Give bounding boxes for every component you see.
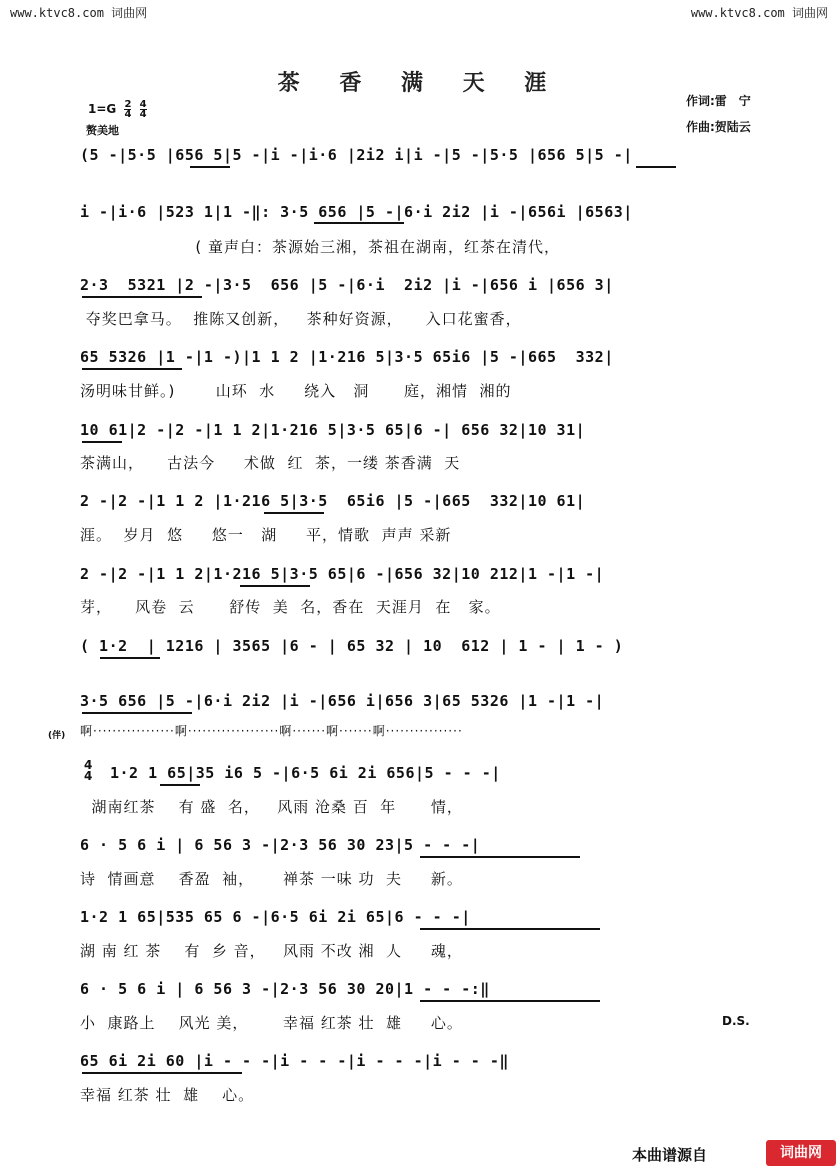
credits (686, 88, 751, 140)
lyrics-line-2: ( 童声白：茶源始三湘，茶祖在湖南，红茶在清代， (80, 238, 560, 256)
lyrics-line-14: 幸福 红茶 壮 雄 心。 (80, 1086, 255, 1104)
beam (636, 166, 676, 168)
composer: 作曲:贺陆云 (686, 120, 751, 134)
beam (100, 657, 160, 659)
lyrics-line-5: 茶满山， 古法今 术做 红 茶，一缕 茶香满 天 (80, 454, 461, 472)
beam (420, 856, 580, 858)
beam (82, 368, 182, 370)
lyrics-line-6: 涯。 岁月 悠 悠一 湖 平，情歌 声声 采新 (80, 526, 452, 544)
beam (160, 784, 200, 786)
watermark-right: www.ktvc8.com 词曲网 (690, 6, 828, 20)
beam (82, 712, 192, 714)
lyrics-line-4: 汤明味甘鲜。) 山环 水 绕入 洞 庭，湘情 湘的 (80, 382, 512, 400)
beam (420, 928, 600, 930)
beam (82, 296, 202, 298)
lyrics-line-12: 湖 南 红 茶 有 乡 音， 风雨 不改 湘 人 魂， (80, 942, 463, 960)
beam (314, 222, 404, 224)
singer: 赘美地 (86, 124, 119, 137)
notation-line-11: 6 · 5 6 i | 6 56 3 -|2·3 56 30 23|5 - - -| (80, 836, 481, 854)
beam (240, 585, 310, 587)
dal-segno-mark: D.S. (722, 1014, 750, 1028)
notation-line-10: 1·2 1 65|35 i6 5 -|6·5 6i 2i 656|5 - - -| (110, 764, 501, 782)
notation-line-13: 6 · 5 6 i | 6 56 3 -|2·3 56 30 20|1 - - -:‖ (80, 980, 490, 998)
site-logo: 词曲网 (766, 1140, 836, 1166)
notation-line-12: 1·2 1 65|535 65 6 -|6·5 6i 2i 65|6 - - -| (80, 908, 471, 926)
notation-line-6: 2 -|2 -|1 1 2 |1·216 5|3·5 65i6 |5 -|665 332|10 61| (80, 492, 586, 510)
meter-b: $\frac{4}{4}$ (139, 99, 147, 120)
watermark-left: www.ktvc8.com 词曲网 (10, 6, 148, 20)
beam (190, 166, 230, 168)
source-note: 本曲谱源自 (632, 1146, 708, 1164)
key-signature (88, 100, 147, 119)
lyrics-line-9: 啊·················啊···················啊·······啊·······啊················ (80, 724, 463, 738)
lyrics-line-11: 诗 情画意 香盈 袖， 禅茶 一味 功 夫 新。 (80, 870, 463, 888)
notation-line-2: i -|i·6 |523 1|1 -‖: 3·5 656 |5 -|6·i 2i2 |i -|656i |6563| (80, 203, 633, 221)
beam (82, 441, 122, 443)
lyrics-line-3: 夺奖巴拿马。 推陈又创新， 茶种好资源， 入口花蜜香， (80, 310, 522, 328)
notation-line-4: 65 5326 |1 -|1 -)|1 1 2 |1·216 5|3·5 65i6 |5 -|665 332| (80, 348, 614, 366)
notation-line-3: 2·3 5321 |2 -|3·5 656 |5 -|6·i 2i2 |i -|656 i |656 3| (80, 276, 614, 294)
notation-line-8: ( 1·2 | 1216 | 3565 |6 - | 65 32 | 10 612 | 1 - | 1 - ) (80, 637, 624, 655)
notation-line-14: 65 6i 2i 60 |i - - -|i - - -|i - - -|i - - -‖ (80, 1052, 509, 1070)
notation-line-5: 10 61|2 -|2 -|1 1 2|1·216 5|3·5 65|6 -| 656 32|10 31| (80, 421, 586, 439)
meter-four-four: 4 4 (84, 758, 93, 783)
lyrics-line-7: 芽， 风卷 云 舒传 美 名，香在 天涯月 在 家。 (80, 598, 501, 616)
lyrics-line-10: 湖南红茶 有 盛 名， 风雨 沧桑 百 年 情， (80, 798, 463, 816)
key-label: 1=G (88, 102, 117, 116)
notation-line-1: (5 -|5·5 |656 5|5 -|i -|i·6 |2i2 i|i -|5 -|5·5 |656 5|5 -| (80, 146, 633, 164)
beam (82, 1072, 242, 1074)
notation-line-7: 2 -|2 -|1 1 2|1·216 5|3·5 65|6 -|656 32|10 212|1 -|1 -| (80, 565, 605, 583)
lyrics-line-13: 小 康路上 风光 美， 幸福 红茶 壮 雄 心。 (80, 1014, 463, 1032)
part-label: (伴) (48, 731, 66, 741)
song-title: 茶 香 满 天 涯 (277, 70, 563, 96)
notation-line-9: 3·5 656 |5 -|6·i 2i2 |i -|656 i|656 3|65 5326 |1 -|1 -| (80, 692, 605, 710)
meter-a: $\frac{2}{4}$ (124, 99, 132, 120)
beam (420, 1000, 600, 1002)
beam (264, 512, 324, 514)
lyricist: 作词:雷 宁 (686, 94, 751, 108)
